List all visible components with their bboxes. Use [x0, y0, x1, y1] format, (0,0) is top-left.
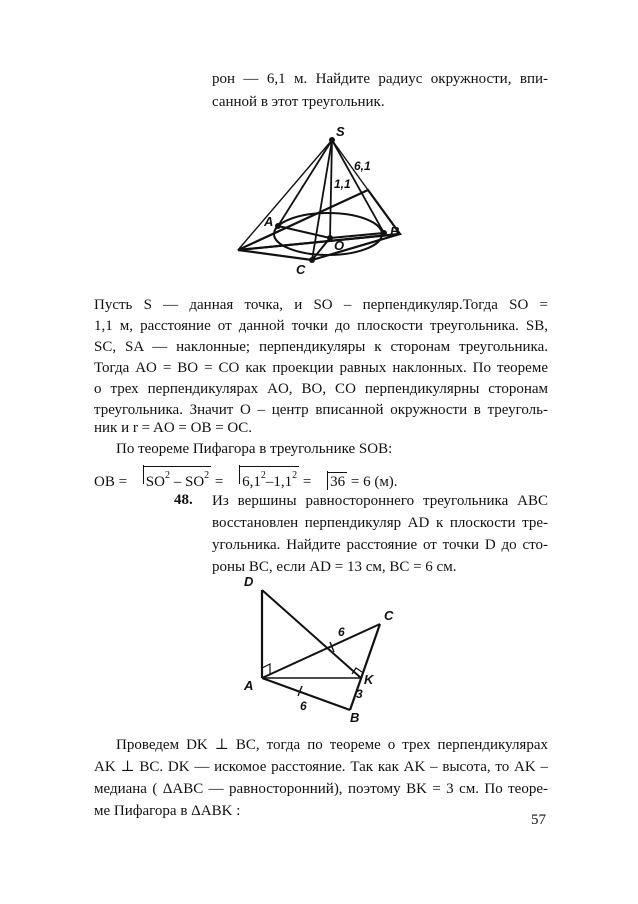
formula-so-1: SO [145, 474, 165, 490]
page-number: 57 [531, 812, 546, 828]
formula-eq-1: = [214, 474, 224, 490]
right-angle-A [262, 664, 270, 674]
label-C: C [296, 262, 306, 277]
solution2-line-2: AK ⊥ BC. DK — искомое расстояние. Так как AK – высота, то AK – [94, 759, 548, 775]
formula-exp-2: 2 [204, 470, 210, 481]
solution1-line-4: Тогда AO = BO = CO как проекции равных наклонных. По теореме [94, 360, 548, 376]
formula-36: 36 [330, 474, 346, 490]
figure-perpendicular-AD [238, 572, 408, 722]
solution2-line-1: Проведем DK ⊥ BC, тогда по теореме о трех перпендикулярах [116, 737, 548, 753]
formula-result: = 6 (м). [350, 474, 398, 490]
label-1-1: 1,1 [334, 177, 351, 191]
top-text-line-2: санной в этот треугольник. [212, 94, 385, 110]
segment-DK [262, 590, 361, 678]
segment-BC [350, 624, 380, 710]
solution1-line-3: SC, SA — наклонные; перпендикуляры к сторонам треугольника. [94, 339, 548, 355]
problem48-line-2: восстановлен перпендикуляр AD к плоскости тре- [212, 515, 548, 531]
label-6-AB: 6 [300, 699, 307, 713]
pythagoras-formula [94, 466, 398, 491]
solution1-line-8: По теореме Пифагора в треугольнике SOB: [116, 441, 393, 457]
right-angle-K [352, 668, 362, 674]
label-6-1: 6,1 [354, 159, 371, 173]
formula-exp-1: 2 [164, 470, 170, 481]
segment-AC [262, 624, 380, 678]
problem-number: 48. [174, 492, 193, 508]
formula-exp-4: 2 [292, 470, 298, 481]
formula-radical-2 [229, 466, 299, 491]
formula-eq-2: = [302, 474, 312, 490]
label-6-AC: 6 [338, 625, 345, 639]
top-text-line-1: рон — 6,1 м. Найдите радиус окружности, впи- [212, 71, 548, 87]
solution1-line-1: Пусть S — данная точка, и SO – перпендикуляр.Тогда SO = [94, 297, 548, 313]
solution1-line-2: 1,1 м, расстояние от данной точки до плоскости треугольника. SB, [94, 318, 548, 334]
label-D: D [244, 574, 254, 589]
point-B [381, 230, 387, 236]
edge-S-left [238, 140, 332, 250]
point-A [275, 223, 281, 229]
label-A: A [264, 214, 274, 229]
label-A2: A [244, 678, 254, 693]
label-K: K [364, 672, 374, 687]
formula-exp-3: 2 [260, 470, 266, 481]
label-3: 3 [356, 687, 363, 701]
formula-radical-1 [133, 466, 211, 491]
point-C [309, 257, 315, 263]
label-C2: C [384, 608, 394, 623]
formula-radical-3 [317, 472, 347, 491]
label-B: B [390, 224, 400, 239]
formula-11: –1,1 [265, 474, 293, 490]
point-O [327, 235, 333, 241]
solution2-line-3: медиана ( ΔABC — равносторонний), поэтому BK = 3 см. По теоре- [94, 781, 548, 797]
point-S [329, 137, 335, 143]
label-O: O [334, 238, 345, 253]
solution1-line-6: треугольника. Значит O – центр вписанной окружности в треуголь- [94, 402, 548, 418]
radius-OA [278, 226, 330, 238]
label-B2: B [350, 710, 360, 722]
formula-so-2: – SO [173, 474, 205, 490]
figure-pyramid-incircle [228, 122, 418, 282]
solution2-line-4: ме Пифагора в ΔABK : [94, 803, 241, 819]
problem48-line-3: угольника. Найдите расстояние от точки D до сто- [212, 537, 548, 553]
label-S: S [336, 124, 345, 139]
solution1-line-7b: ник и r = AO = OB = OC. [94, 420, 253, 436]
problem48-line-4: роны BC, если AD = 13 см, BC = 6 см. [212, 559, 457, 575]
formula-lhs: OB = [94, 474, 128, 490]
problem48-line-1: Из вершины равностороннего треугольника ABC [212, 493, 548, 509]
formula-61: 6,1 [242, 474, 261, 490]
solution1-line-5: о трех перпендикулярах AO, BO, CO перпендикулярны сторонам [94, 381, 548, 397]
